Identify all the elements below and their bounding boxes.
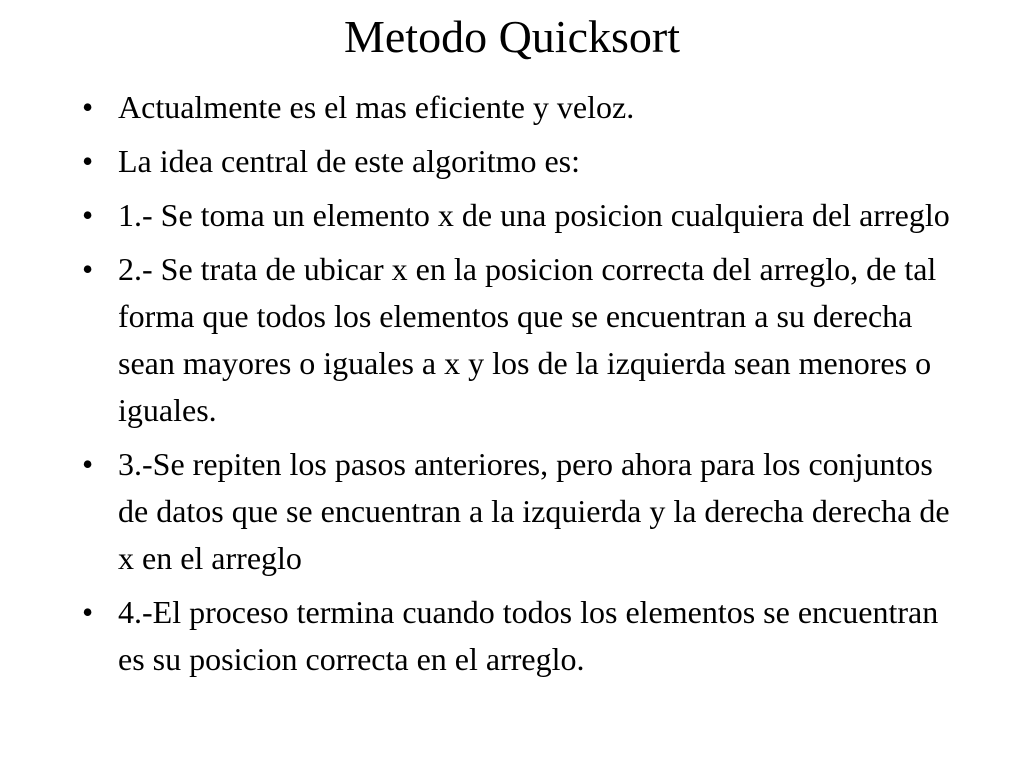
bullet-item	[76, 84, 956, 131]
bullet-text: La idea central de este algoritmo es:	[118, 143, 581, 179]
bullet-item	[76, 246, 956, 434]
bullet-item	[76, 441, 956, 582]
bullet-list	[76, 84, 956, 690]
bullet-text: 1.- Se toma un elemento x de una posicion cualquiera del arreglo	[118, 197, 950, 233]
bullet-text: 2.- Se trata de ubicar x en la posicion correcta del arreglo, de tal forma que todos los elementos que se encuentran a su derecha sean mayores o iguales a x y los de la izquierda sean menores o iguales.	[118, 251, 937, 428]
slide-title: Metodo Quicksort	[343, 11, 680, 62]
bullet-marker: •	[82, 251, 94, 287]
bullet-marker: •	[82, 89, 94, 125]
bullet-marker: •	[82, 143, 94, 179]
bullet-marker: •	[82, 446, 94, 482]
bullet-text: 4.-El proceso termina cuando todos los elementos se encuentran es su posicion correcta en el arreglo.	[118, 594, 939, 677]
bullet-marker: •	[82, 197, 94, 233]
bullet-text: Actualmente es el mas eficiente y veloz.	[118, 89, 635, 125]
bullet-marker: •	[82, 594, 94, 630]
bullet-item	[76, 192, 956, 239]
bullet-item	[76, 138, 956, 185]
bullet-text: 3.-Se repiten los pasos anteriores, pero ahora para los conjuntos de datos que se encuentran a la izquierda y la derecha derecha de x en el arreglo	[118, 446, 950, 576]
bullet-item	[76, 589, 956, 683]
